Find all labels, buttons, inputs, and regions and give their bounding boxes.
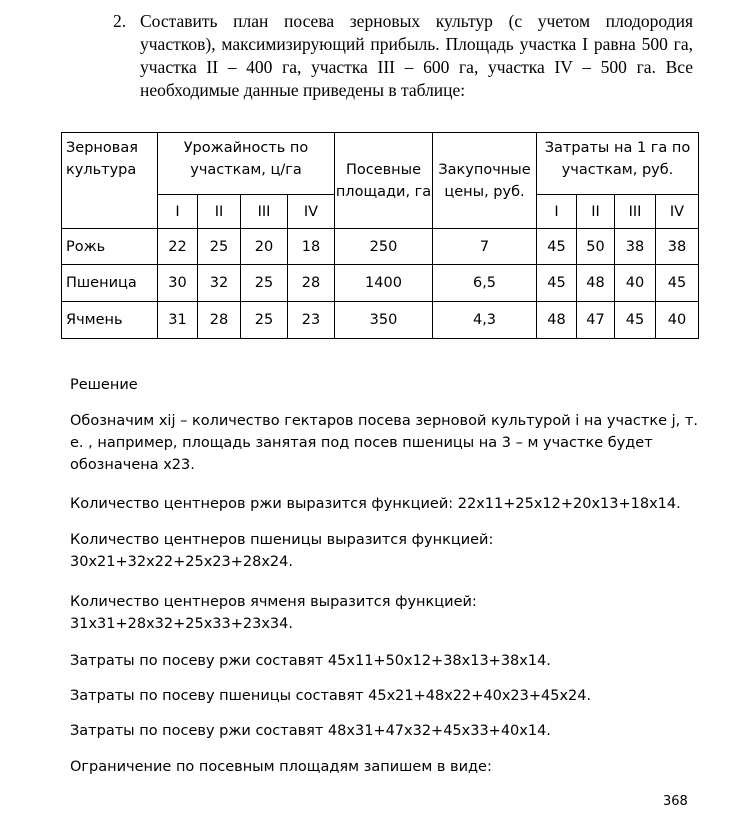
solution-paragraph: Затраты по посеву ржи составят 45х11+50х12+38х13+38х14. <box>70 653 551 669</box>
yield-cell: 20 <box>241 229 288 265</box>
solution-paragraph: Обозначим xij – количество гектаров посева зерновой культурой i на участке j, т. е. , например, площадь занятая под посев пшеницы на 3 – м участке будет обозначена х23. <box>70 413 698 473</box>
price-cell: 6,5 <box>433 265 537 302</box>
price-cell: 4,3 <box>433 302 537 339</box>
solution-heading: Решение <box>70 377 138 393</box>
cost-cell: 40 <box>656 302 699 339</box>
yield-cell: 22 <box>158 229 198 265</box>
cost-cell: 45 <box>537 265 577 302</box>
area-cell: 1400 <box>335 265 433 302</box>
cost-cell: 38 <box>615 229 656 265</box>
yield-cell: 32 <box>198 265 241 302</box>
header-cost: Затраты на 1 га по участкам, руб. <box>537 133 699 195</box>
cost-cell: 45 <box>537 229 577 265</box>
row-crop: Пшеница <box>62 265 158 302</box>
header-crop: Зерновая культура <box>62 133 158 229</box>
yield-cell: 28 <box>288 265 335 302</box>
header-yield: Урожайность по участкам, ц/га <box>158 133 335 195</box>
row-crop: Рожь <box>62 229 158 265</box>
solution-paragraph: Количество центнеров ржи выразится функцией: 22х11+25х12+20х13+18х14. <box>70 496 681 512</box>
yield-cell: 18 <box>288 229 335 265</box>
problem-number: 2. <box>113 11 127 31</box>
header-price: Закупочные цены, руб. <box>433 133 537 229</box>
yield-cell: 23 <box>288 302 335 339</box>
row-crop: Ячмень <box>62 302 158 339</box>
price-cell: 7 <box>433 229 537 265</box>
subheader-yield-4: IV <box>288 195 335 229</box>
subheader-yield-2: II <box>198 195 241 229</box>
area-cell: 350 <box>335 302 433 339</box>
solution-paragraph: Количество центнеров ячменя выразится функцией: 31х31+28х32+25х33+23х34. <box>70 594 477 632</box>
table-row <box>62 265 699 302</box>
subheader-cost-1: I <box>537 195 577 229</box>
yield-cell: 28 <box>198 302 241 339</box>
yield-cell: 25 <box>241 302 288 339</box>
cost-cell: 50 <box>577 229 615 265</box>
subheader-yield-1: I <box>158 195 198 229</box>
table-row <box>62 302 699 339</box>
crop-data-table <box>61 132 699 339</box>
page-number: 368 <box>663 794 688 809</box>
cost-cell: 40 <box>615 265 656 302</box>
problem-text: Составить план посева зерновых культур (с учетом плодородия участков), максимизирующий прибыль. Площадь участка I равна 500 га, участка II – 400 га, участка III – 600 га, участка IV – 500 га. Все необходимые данные приведены в таблице: <box>140 11 693 100</box>
solution-paragraph: Затраты по посеву ржи составят 48х31+47х32+45х33+40х14. <box>70 723 551 739</box>
subheader-yield-3: III <box>241 195 288 229</box>
cost-cell: 48 <box>577 265 615 302</box>
cost-cell: 38 <box>656 229 699 265</box>
problem-statement <box>113 10 693 102</box>
cost-cell: 47 <box>577 302 615 339</box>
area-cell: 250 <box>335 229 433 265</box>
subheader-cost-3: III <box>615 195 656 229</box>
yield-cell: 25 <box>241 265 288 302</box>
cost-cell: 45 <box>656 265 699 302</box>
table-row <box>62 229 699 265</box>
header-area: Посевные площади, га <box>335 133 433 229</box>
solution-paragraph: Ограничение по посевным площадям запишем в виде: <box>70 759 492 775</box>
cost-cell: 48 <box>537 302 577 339</box>
solution-paragraph: Количество центнеров пшеницы выразится функцией: 30х21+32х22+25х23+28х24. <box>70 532 494 570</box>
solution-paragraph: Затраты по посеву пшеницы составят 45х21+48х22+40х23+45х24. <box>70 688 592 704</box>
yield-cell: 30 <box>158 265 198 302</box>
yield-cell: 31 <box>158 302 198 339</box>
yield-cell: 25 <box>198 229 241 265</box>
subheader-cost-4: IV <box>656 195 699 229</box>
subheader-cost-2: II <box>577 195 615 229</box>
cost-cell: 45 <box>615 302 656 339</box>
